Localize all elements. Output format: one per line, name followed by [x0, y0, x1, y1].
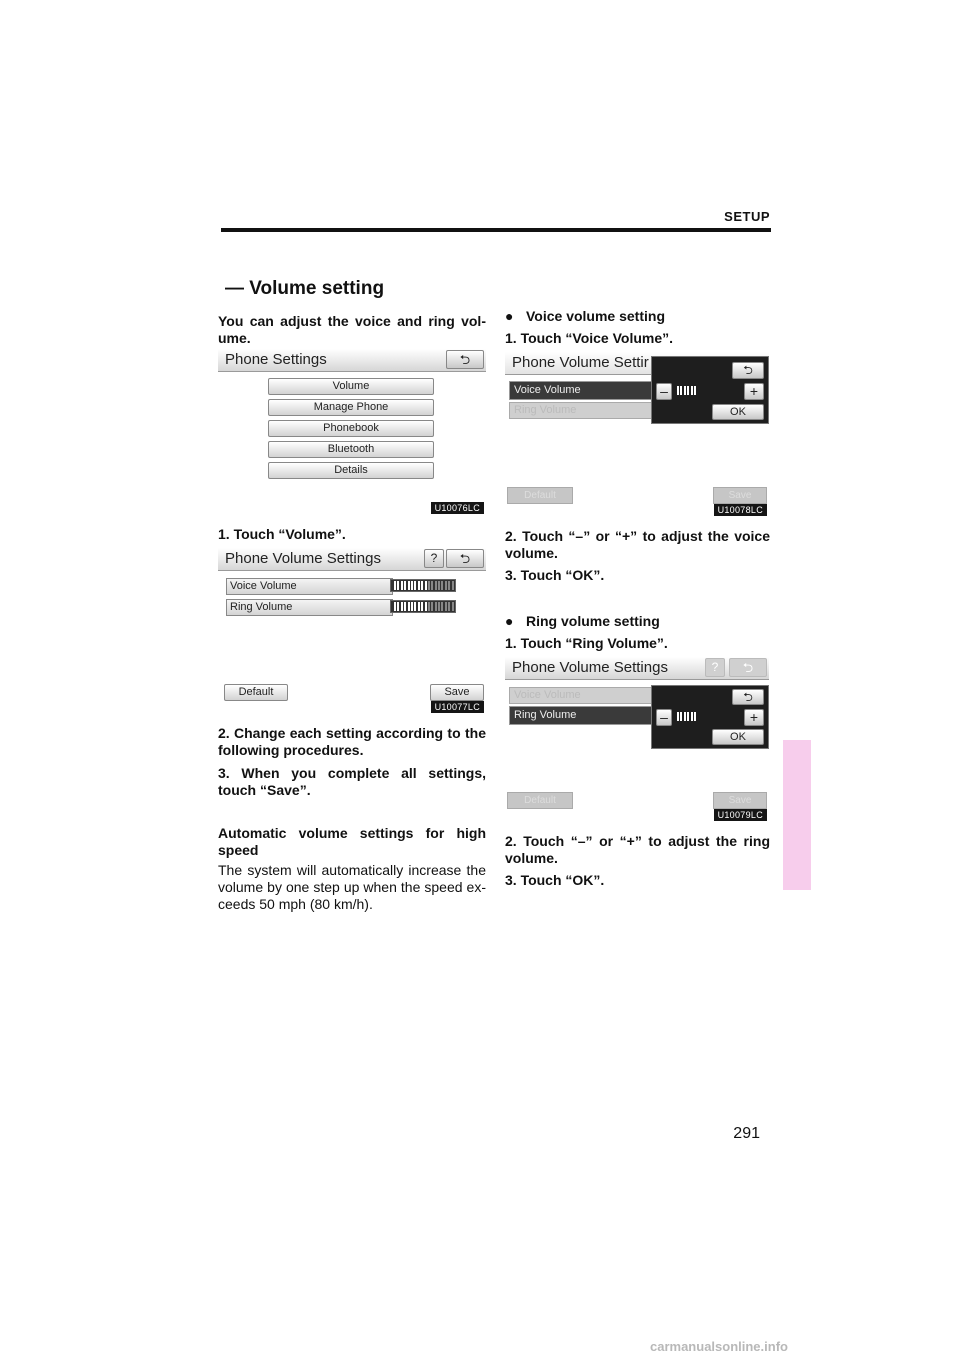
volume-level-segment [401, 581, 403, 590]
ring-step1-text: 1. Touch “Ring Volume”. [505, 635, 668, 651]
default-button-dimmed: Default [507, 487, 573, 504]
volume-level-segment [684, 386, 686, 395]
figure-code: U10076LC [431, 502, 484, 514]
volume-level-segment [677, 712, 679, 721]
plus-button[interactable]: + [744, 383, 764, 400]
bluetooth-button[interactable]: Bluetooth [268, 441, 434, 458]
ok-button[interactable]: OK [712, 404, 764, 420]
volume-level-segment [394, 581, 396, 590]
volume-level-segment [445, 581, 447, 590]
default-button-dimmed: Default [507, 792, 573, 809]
voice-volume-row-selected[interactable]: Voice Volume [509, 381, 653, 400]
ring-volume-row[interactable]: Ring Volume [226, 599, 393, 616]
details-button[interactable]: Details [268, 462, 434, 479]
phonebook-button[interactable]: Phonebook [268, 420, 434, 437]
voice-step1-text: 1. Touch “Voice Volume”. [505, 330, 674, 346]
figure-code: U10079LC [714, 809, 767, 821]
volume-level-segment [404, 602, 406, 611]
volume-level-segment [438, 602, 440, 611]
volume-level-segment [421, 602, 423, 611]
header-section-label: SETUP [724, 209, 770, 224]
save-button-dimmed: Save [713, 792, 767, 809]
voice-bullet-icon: ● [505, 308, 514, 324]
step2-text: 2. Change each setting according to the following procedures. [218, 725, 486, 758]
volume-level-segment [448, 602, 450, 611]
volume-level-segment [411, 581, 413, 590]
volume-level-segment [394, 602, 396, 611]
volume-popup [651, 685, 769, 749]
volume-level-segment [691, 712, 693, 721]
save-button[interactable]: Save [430, 684, 484, 701]
screen-title: Phone Settings [225, 351, 327, 368]
volume-level-segment [408, 581, 410, 590]
volume-level-segment [684, 712, 686, 721]
volume-level-segment [435, 581, 437, 590]
help-button[interactable] [424, 549, 444, 568]
volume-level-segment [428, 581, 430, 590]
volume-level-segment [418, 602, 420, 611]
voice-volume-row[interactable]: Voice Volume [226, 578, 393, 595]
volume-level-segment [680, 386, 682, 395]
volume-level-segment [452, 602, 454, 611]
back-button-dimmed [729, 658, 767, 677]
help-icon: ? [711, 660, 719, 674]
volume-level-segment [397, 581, 399, 590]
volume-popup [651, 356, 769, 424]
volume-level-segment [397, 602, 399, 611]
volume-level-segment [694, 386, 696, 395]
step1-text: 1. Touch “Volume”. [218, 526, 346, 542]
ring-volume-row-dimmed: Ring Volume [509, 402, 653, 419]
back-button[interactable] [446, 549, 484, 568]
volume-level-segment [445, 602, 447, 611]
auto-volume-heading: Automatic volume settings for high speed [218, 825, 486, 858]
ok-button[interactable]: OK [712, 729, 764, 745]
return-arrow-icon: ⮌ [743, 363, 753, 377]
volume-level-segment [421, 581, 423, 590]
volume-level-segment [414, 581, 416, 590]
popup-back-button[interactable] [732, 362, 764, 379]
voice-step2-text: 2. Touch “–” or “+” to adjust the voice volume. [505, 528, 770, 561]
volume-level-segment [428, 602, 430, 611]
screen-title: Phone Volume Settings [512, 659, 668, 676]
back-button[interactable] [446, 350, 484, 369]
auto-volume-body: The system will automatically increase the volume by one step up when the speed ex-ceeds 50 mph (80 km/h). [218, 862, 486, 912]
volume-level-segment [404, 581, 406, 590]
volume-level-segment [425, 602, 427, 611]
volume-level-segment [677, 386, 679, 395]
section-title: — Volume setting [225, 278, 385, 299]
header-rule [221, 228, 771, 232]
phone-settings-figure [218, 349, 486, 515]
volume-level-segment [687, 712, 689, 721]
chapter-tab [783, 740, 811, 890]
voice-level-meter [674, 384, 736, 397]
voice-step3-text: 3. Touch “OK”. [505, 567, 605, 583]
volume-level-segment [441, 602, 443, 611]
phone-volume-settings-figure [218, 548, 486, 714]
volume-level-segment [691, 386, 693, 395]
volume-level-segment [431, 602, 433, 611]
minus-button[interactable]: – [656, 709, 672, 726]
volume-level-segment [401, 602, 403, 611]
return-arrow-icon: ⮌ [742, 660, 754, 675]
step3-text: 3. When you complete all settings, touch “Save”. [218, 765, 486, 798]
volume-level-segment [414, 602, 416, 611]
help-button-dimmed [705, 658, 725, 677]
voice-volume-meter [390, 579, 456, 592]
figure-code: U10078LC [714, 504, 767, 516]
screen-title: Phone Volume Settir [512, 354, 649, 371]
help-icon: ? [430, 551, 438, 565]
page-number: 291 [733, 1125, 760, 1142]
volume-level-segment [431, 581, 433, 590]
return-arrow-icon: ⮌ [459, 551, 471, 566]
voice-volume-heading: Voice volume setting [526, 308, 665, 324]
volume-level-segment [408, 602, 410, 611]
return-arrow-icon: ⮌ [459, 352, 471, 367]
volume-level-segment [680, 712, 682, 721]
figure-code: U10077LC [431, 701, 484, 713]
return-arrow-icon: ⮌ [743, 690, 753, 704]
ring-step2-text: 2. Touch “–” or “+” to adjust the ring volume. [505, 833, 770, 866]
volume-level-segment [435, 602, 437, 611]
volume-level-segment [441, 581, 443, 590]
popup-back-button[interactable] [732, 689, 764, 705]
volume-level-segment [448, 581, 450, 590]
volume-level-segment [411, 602, 413, 611]
title-bar [218, 548, 486, 571]
voice-volume-row-dimmed: Voice Volume [509, 687, 653, 704]
volume-level-segment [694, 712, 696, 721]
title-bar [505, 657, 769, 680]
volume-level-segment [418, 581, 420, 590]
minus-button[interactable]: – [656, 383, 672, 400]
ring-volume-row-selected[interactable]: Ring Volume [509, 706, 653, 725]
voice-volume-figure [505, 352, 769, 516]
watermark: carmanualsonline.info [650, 1339, 788, 1354]
volume-button[interactable]: Volume [268, 378, 434, 395]
save-button-dimmed: Save [713, 487, 767, 504]
ring-step3-text: 3. Touch “OK”. [505, 872, 605, 888]
plus-button[interactable]: + [744, 709, 764, 726]
default-button[interactable]: Default [224, 684, 288, 701]
ring-bullet-icon: ● [505, 613, 514, 629]
volume-level-segment [687, 386, 689, 395]
ring-volume-heading: Ring volume setting [526, 613, 660, 629]
title-bar [218, 349, 486, 372]
volume-level-segment [425, 581, 427, 590]
intro-text: You can adjust the voice and ring vol-ume. [218, 313, 486, 346]
volume-level-segment [452, 581, 454, 590]
ring-level-meter [674, 710, 736, 723]
volume-level-segment [438, 581, 440, 590]
screen-title: Phone Volume Settings [225, 550, 381, 567]
ring-volume-meter [390, 600, 456, 613]
ring-volume-figure [505, 657, 769, 821]
manage-phone-button[interactable]: Manage Phone [268, 399, 434, 416]
